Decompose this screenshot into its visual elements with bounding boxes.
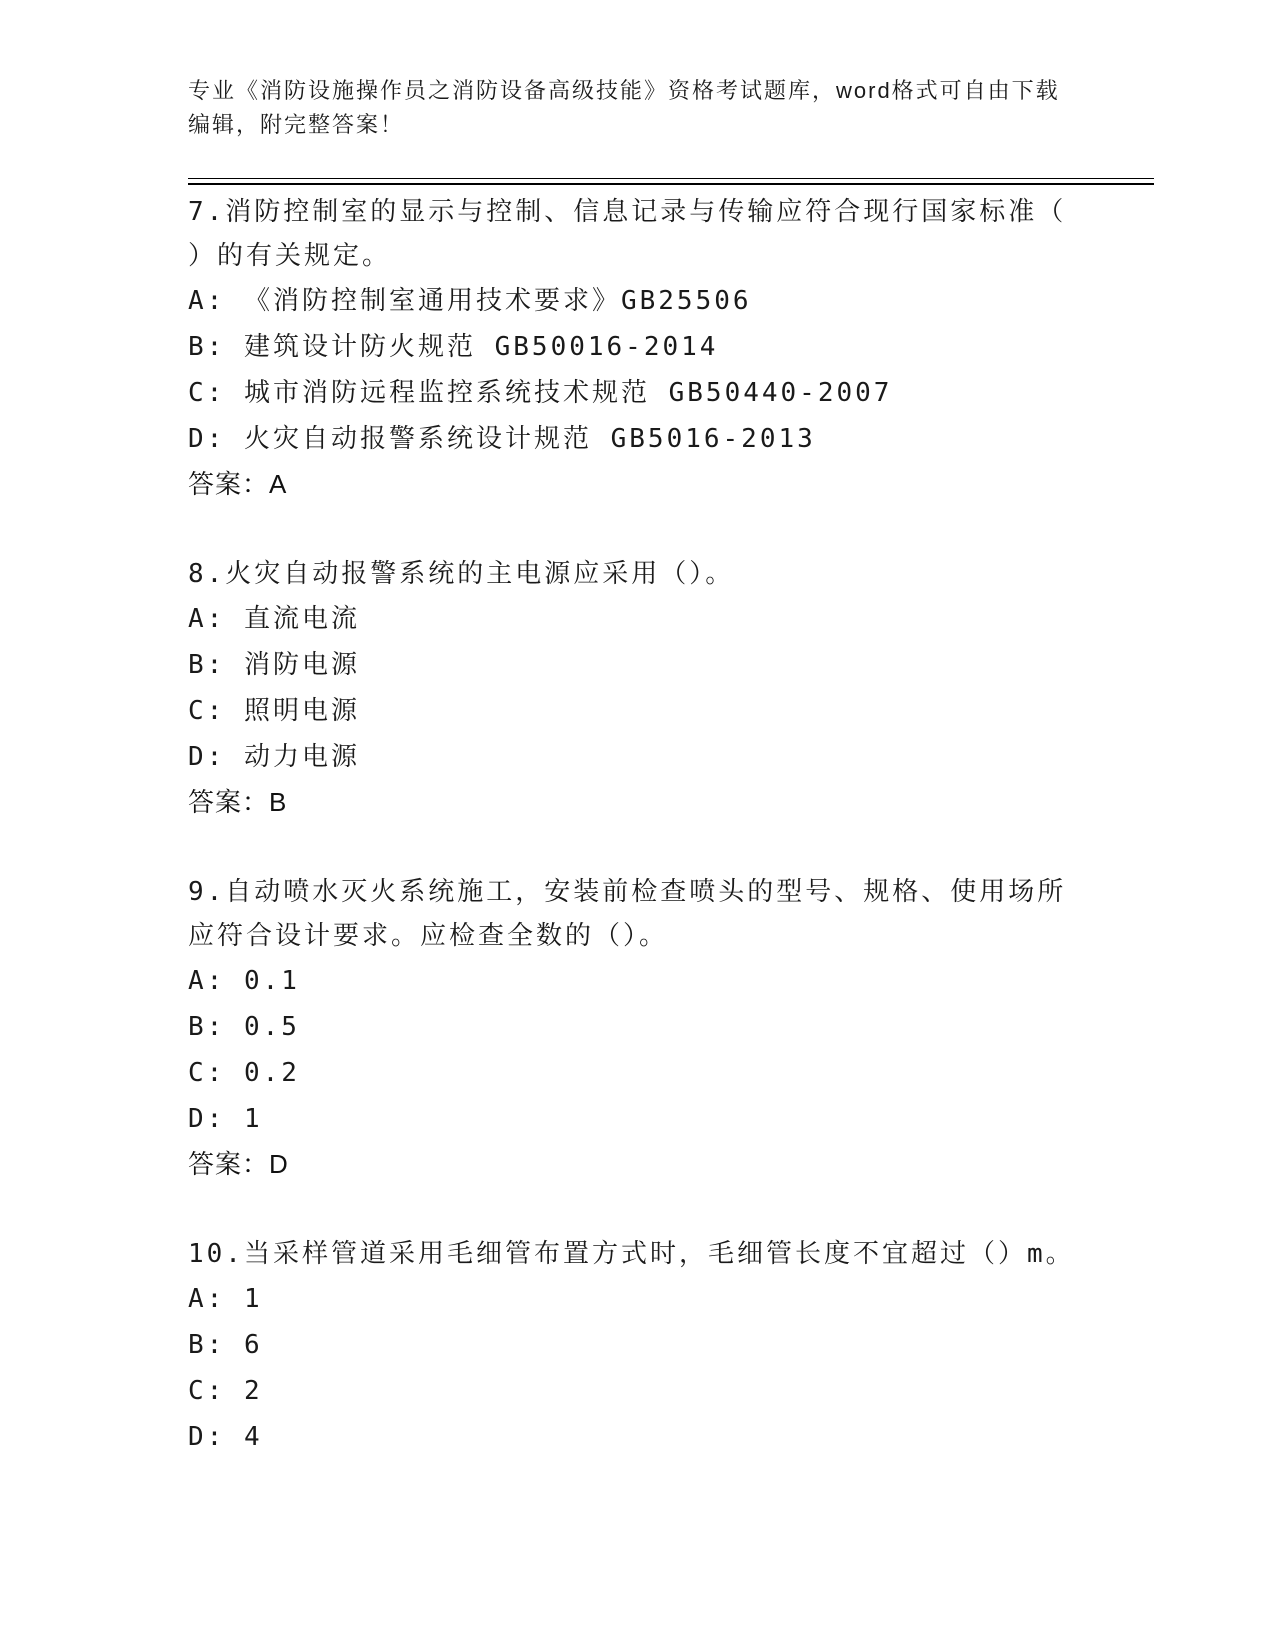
option-c: C: 照明电源	[188, 696, 360, 726]
option-c: C: 0.2	[188, 1058, 300, 1088]
option-d: D: 4	[188, 1422, 263, 1452]
option-d: D: 火灾自动报警系统设计规范 GB5016-2013	[188, 424, 816, 454]
option-a: A: 0.1	[188, 966, 300, 996]
header-divider-thin	[188, 178, 1154, 179]
answer-text: 答案：D	[188, 1149, 289, 1179]
option-b: B: 建筑设计防火规范 GB50016-2014	[188, 332, 719, 362]
answer-text: 答案：B	[188, 787, 288, 817]
header-divider-thick	[188, 183, 1154, 185]
question-text: 8.火灾自动报警系统的主电源应采用（）。	[188, 559, 735, 589]
question-9	[188, 870, 1088, 1186]
question-8	[188, 552, 1088, 824]
question-7	[188, 190, 1088, 506]
option-c: C: 城市消防远程监控系统技术规范 GB50440-2007	[188, 378, 893, 408]
question-10	[188, 1232, 1088, 1460]
option-d: D: 1	[188, 1104, 263, 1134]
answer-text: 答案：A	[188, 469, 288, 499]
question-text: 7.消防控制室的显示与控制、信息记录与传输应符合现行国家标准（ ）的有关规定。	[188, 197, 1067, 271]
question-text: 10.当采样管道采用毛细管布置方式时，毛细管长度不宜超过（）m。	[188, 1239, 1075, 1269]
option-b: B: 0.5	[188, 1012, 300, 1042]
option-c: C: 2	[188, 1376, 263, 1406]
option-b: B: 6	[188, 1330, 263, 1360]
option-a: A: 1	[188, 1284, 263, 1314]
option-d: D: 动力电源	[188, 742, 360, 772]
question-list	[188, 190, 1088, 1506]
option-a: A: 直流电流	[188, 604, 360, 634]
question-text: 9.自动喷水灭火系统施工，安装前检查喷头的型号、规格、使用场所应符合设计要求。应检查全数的（）。	[188, 877, 1067, 951]
option-b: B: 消防电源	[188, 650, 360, 680]
option-a: A: 《消防控制室通用技术要求》GB25506	[188, 286, 752, 316]
document-header: 专业《消防设施操作员之消防设备高级技能》资格考试题库，word格式可自由下载编辑，附完整答案！	[188, 78, 1060, 137]
